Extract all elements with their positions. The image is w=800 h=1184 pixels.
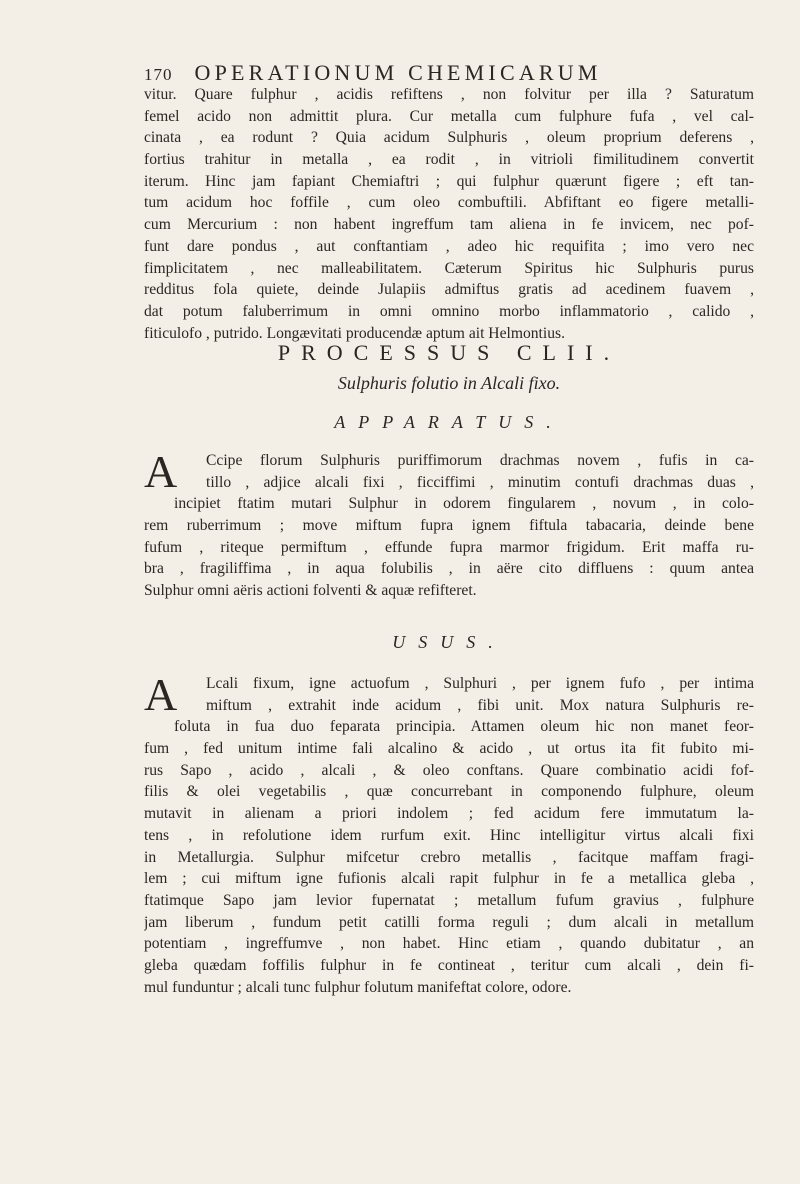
text-line: lem ; cui miftum igne fufionis alcali rapit fulphur in fe a metallica gleba , — [144, 870, 754, 888]
text-line: tillo , adjice alcali fixi , ficciffimi , minutim contufi drachmas duas , — [206, 473, 754, 491]
text-line: gleba quædam foffilis fulphur in fe contineat , teritur cum alcali , dein fi- — [144, 956, 754, 974]
text-line: ftatimque Sapo jam levior fupernatat ; metallum fufum gravius , fulphure — [144, 891, 754, 909]
text-line: tum acidum hoc foffile , cum oleo combuftili. Abfiftant eo figere metalli- — [144, 194, 754, 212]
text-line: Ccipe florum Sulphuris puriffimorum drachmas novem , fufis in ca- — [206, 452, 754, 469]
text-line: redditus fola quiete, deinde Julapiis admiftus gratis ad acedinem fuavem , — [144, 281, 754, 299]
text-line: Sulphur omni aëris actioni folventi & aquæ refifteret. — [144, 582, 477, 600]
text-line: rus Sapo , acido , alcali , & oleo conftans. Quare combinatio acidi fof- — [144, 761, 754, 779]
text-line: cinata , ea rodunt ? Quia acidum Sulphuris , oleum proprium deferens , — [144, 129, 754, 147]
paragraph-commentary — [144, 84, 754, 344]
running-title: OPERATIONUM CHEMICARUM — [194, 60, 602, 85]
text-line: dat potum faluberrimum in omni omnino morbo inflammatorio , calido , — [144, 302, 754, 320]
text-line: iterum. Hinc jam fapiant Chemiaftri ; qui fulphur quærunt figere ; eft tan- — [144, 172, 754, 190]
page-number: 170 — [144, 65, 173, 84]
text-line: mul funduntur ; alcali tunc fulphur folutum manifeftat colore, odore. — [144, 978, 572, 996]
text-line: funt dare pondus , aut conftantiam , adeo hic requifita ; imo vero nec — [144, 237, 754, 255]
usus-heading: USUS. — [392, 632, 506, 652]
drop-cap: A — [144, 669, 178, 720]
apparatus-heading: APPARATUS. — [334, 412, 564, 432]
text-line: incipiet ftatim mutari Sulphur in odorem fingularem , novum , in colo- — [174, 495, 754, 513]
text-line: fufum , riteque permiftum , effunde fupra marmor frigidum. Erit maffa ru- — [144, 538, 754, 556]
text-line: rem ruberrimum ; move miftum fupra ignem fiftula tabacaria, deinde bene — [144, 517, 754, 535]
text-line: femel acido non admittit plura. Cur metalla cum fulphure fufa , vel cal- — [144, 107, 754, 125]
paragraph-apparatus — [144, 446, 754, 602]
text-line: jam liberum , fundum petit catilli forma reguli ; dum alcali in metallum — [144, 913, 754, 931]
text-line: filis & olei vegetabilis , quæ concurrebant in componendo fulphure, oleum — [144, 783, 754, 801]
text-line: Lcali fixum, igne actuofum , Sulphuri , per ignem fufo , per intima — [206, 675, 754, 692]
text-line: fortius trahitur in metalla , ea rodit , in vitrioli fimilitudinem convertit — [144, 151, 754, 169]
text-line: cum Mercurium : non habent ingreffum tam aliena in fe invicem, nec pof- — [144, 216, 754, 234]
text-line: fimplicitatem , nec malleabilitatem. Cæterum Spiritus hic Sulphuris purus — [144, 259, 754, 277]
text-line: miftum , extrahit inde acidum , fibi unit. Mox natura Sulphuris re- — [206, 696, 754, 714]
text-line: fiticulofo , putrido. Longævitati producendæ aptum ait Helmontius. — [144, 324, 565, 342]
text-line: vitur. Quare fulphur , acidis refiftens , non folvitur per illa ? Saturatum — [144, 86, 754, 103]
text-line: foluta in fua duo feparata principia. Attamen oleum hic non manet feor- — [174, 718, 754, 736]
paragraph-usus — [144, 669, 754, 998]
drop-cap: A — [144, 446, 178, 497]
process-heading: PROCESSUS CLII. — [277, 340, 621, 365]
text-line: potentiam , ingreffumve , non habet. Hinc etiam , quando dubitatur , an — [144, 935, 754, 953]
text-line: fum , fed unitum intime fali alcalino & acido , ut ortus ita fit fubito mi- — [144, 740, 754, 758]
text-line: tens , in refolutione idem rurfum exit. Hinc intelligitur virtus alcali fixi — [144, 826, 754, 844]
text-line: bra , fragiliffima , in aqua folubilis , in aëre cito diffluens : quum antea — [144, 560, 754, 578]
text-line: mutavit in alienam a priori indolem ; fed acidum fere immutatum la- — [144, 805, 754, 823]
text-line: in Metallurgia. Sulphur mifcetur crebro metallis , facitque maffam fragi- — [144, 848, 754, 866]
process-subtitle: Sulphuris folutio in Alcali fixo. — [337, 373, 561, 393]
